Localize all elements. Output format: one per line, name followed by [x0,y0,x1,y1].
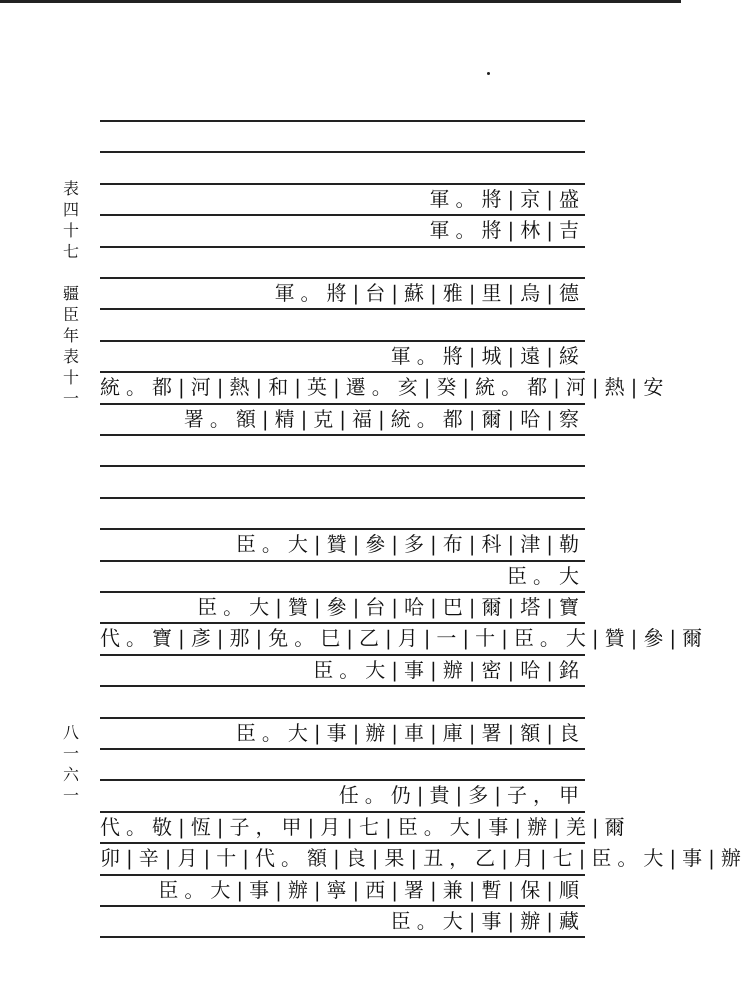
rule-line [100,120,585,122]
title-char: 十 [62,368,79,387]
table-row: 臣。大|贊|參|多|布|科|津|勒 [235,532,585,557]
page-number-char: 六 [62,765,79,784]
title-char: 十 [62,221,79,240]
table-row: 臣。大|事|辦|密|哈|銘 [313,657,585,682]
table-row: 軍。將|台|蘇|雅|里|烏|德 [274,281,585,305]
table-row: 臣。大|事|辦|寧|西|署|兼|暫|保|順 [158,877,585,902]
ink-dot [487,72,490,75]
rule-line [100,497,585,499]
table-row: 署。額|精|克|福|統。都|爾|哈|察 [183,406,585,431]
title-char: 一 [62,389,79,408]
table-row: 軍。將|城|遠|綏 [390,343,585,368]
table-row: 臣。大 [507,563,585,588]
rule-line [100,151,585,153]
table-row: 軍。將|林|吉 [429,218,585,243]
rule-line [100,465,585,467]
page-number [58,722,84,806]
title-char: 表 [62,179,79,198]
title-char: 年 [62,326,79,345]
title-char: 四 [62,200,79,219]
table-row: 統。都|河|熱|和|英|遷。亥|癸|統。都|河|熱|安 [100,375,670,400]
top-border [0,0,681,3]
table-row: 代。敬|恆|子，甲|月|七|臣。大|事|辦|羌|爾 [100,814,631,839]
title-char: 表 [62,347,79,366]
table-row: 臣。大|事|辦|車|庫|署|額|良 [235,720,585,745]
table-row: 臣。大|贊|參|台|哈|巴|爾|塔|寶 [197,595,585,619]
page-number-char: 八 [62,723,79,742]
table-row: 代。寶|彥|那|免。巳|乙|月|一|十|臣。大|贊|參|爾 [100,626,709,651]
table-row: 卯|辛|月|十|代。額|良|果|丑，乙|月|七|臣。大|事|辦 [100,846,747,871]
running-title [58,178,84,409]
title-char: 臣 [62,305,79,324]
title-char: 疆 [62,284,79,303]
page-number-char: 一 [62,786,79,805]
table-row: 臣。大|事|辦|藏 [390,909,585,933]
page-number-char: 一 [62,744,79,763]
table-row: 軍。將|京|盛 [429,186,585,211]
title-char: 七 [62,242,79,261]
table-row: 任。仍|貴|多|子，甲 [338,783,585,808]
